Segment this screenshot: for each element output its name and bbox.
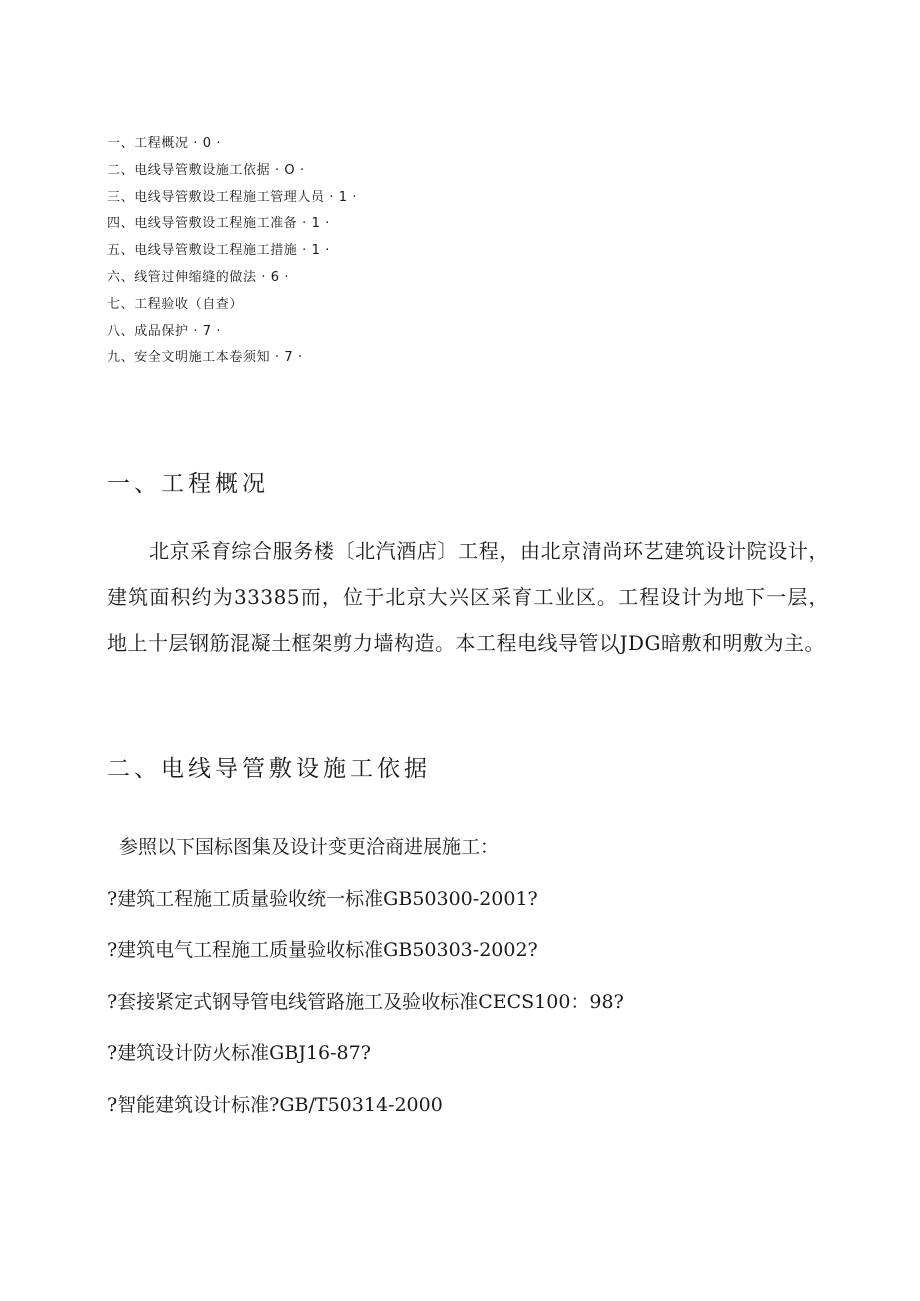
reference-intro: 参照以下国标图集及设计变更洽商进展施工： <box>119 836 500 858</box>
reference-item: ?建筑设计防火标准GBJ16-87? <box>107 1042 371 1065</box>
reference-item: ?智能建筑设计标准?GB/T50314-2000 <box>107 1093 443 1116</box>
reference-item: ?建筑电气工程施工质量验收标准GB50303-2002? <box>107 939 538 962</box>
section-2-heading: 二、电线导管敷设施工依据 <box>107 756 431 782</box>
toc-item: 三、电线导管敷设工程施工管理人员 · 1 · <box>107 189 358 205</box>
section-1-paragraph: 北京采育综合服务楼〔北汽酒店〕工程，由北京清尚环艺建筑设计院设计，建筑面积约为33385而，位于北京大兴区采育工业区。工程设计为地下一层，地上十层钢筋混凝土框架剪力墙构造。本工程电线导管以JDG暗敷和明敷为主。 <box>107 539 829 655</box>
toc-item: 五、电线导管敷设工程施工措施 · 1 · <box>107 243 330 259</box>
toc-item: 九、安全文明施工本卷须知 · 7 · <box>107 350 303 366</box>
section-1-heading: 一、工程概况 <box>107 471 269 497</box>
toc-item: 四、电线导管敷设工程施工准备 · 1 · <box>107 216 330 232</box>
toc-item: 六、线管过伸缩缝的做法 · 6 · <box>107 269 290 285</box>
toc-item: 二、电线导管敷设施工依据 · O · <box>107 162 305 178</box>
toc-item: 一、工程概况 · 0 · <box>107 136 222 151</box>
reference-item: ?套接紧定式钢导管电线管路施工及验收标准CECS100：98? <box>107 990 624 1013</box>
reference-list <box>107 822 827 1132</box>
toc-item: 八、成品保护 · 7 · <box>107 323 222 339</box>
toc-item: 七、工程验收（自查） <box>107 296 244 312</box>
reference-item: ?建筑工程施工质量验收统一标准GB50300-2001? <box>107 887 538 910</box>
table-of-contents <box>107 131 607 372</box>
